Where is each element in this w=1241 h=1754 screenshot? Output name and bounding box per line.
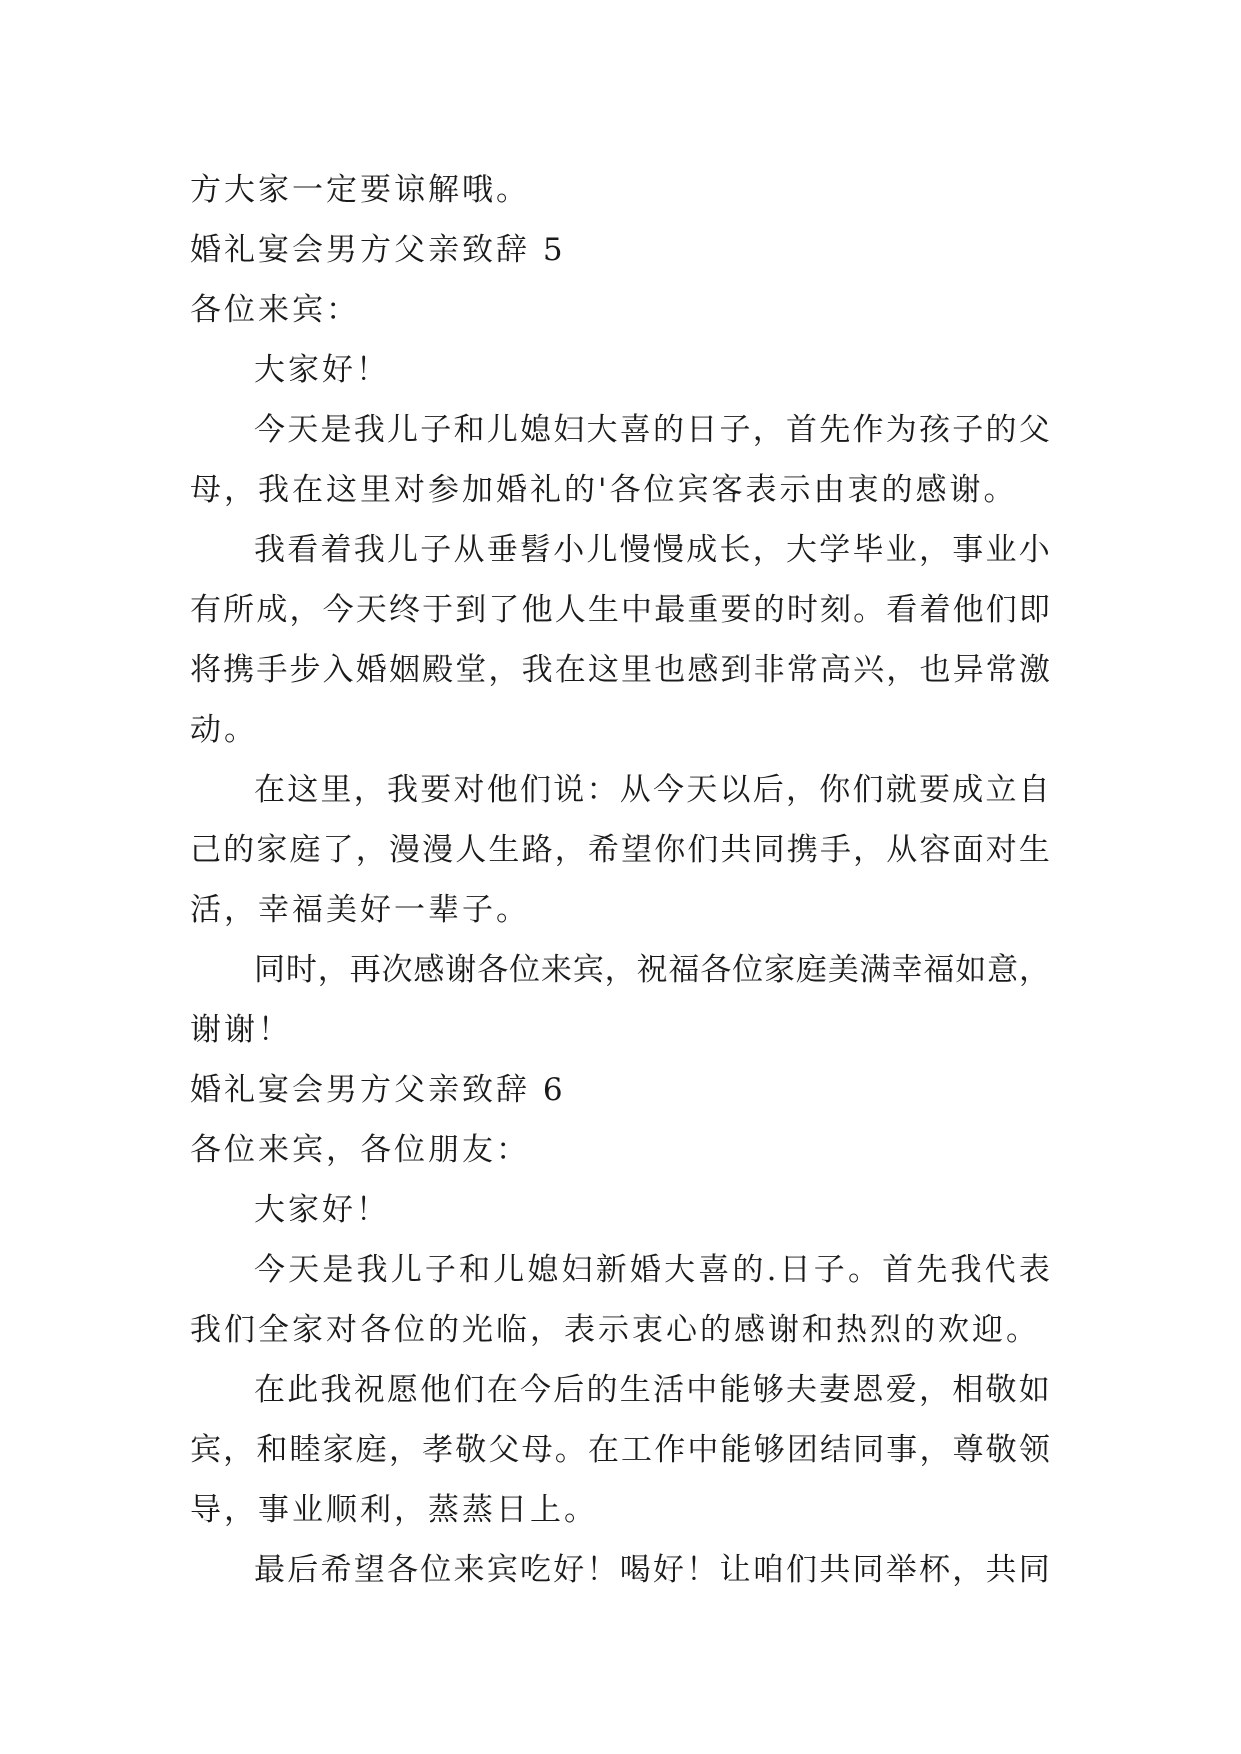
text-line: 动。: [190, 712, 258, 748]
text-line: 有 所 成 ， 今 天 终 于 到 了 他 人 生 中 最 重 要 的 时 刻 。 看 着 他 们 即: [190, 592, 1050, 628]
text-line: 谢谢！: [190, 1012, 292, 1048]
section-title: 婚礼宴会男方父亲致辞 5: [190, 232, 566, 268]
text-line: 方大家一定要谅解哦。: [190, 172, 530, 208]
text-line: 今 天 是 我 儿 子 和 儿 媳 妇 大 喜 的 日 子 ， 首 先 作 为 孩 子 的 父: [254, 412, 1050, 448]
greeting: 大家好！: [254, 1192, 390, 1228]
text-line: 导，事业顺利，蒸蒸日上。: [190, 1492, 598, 1528]
text-line: 同 时 ， 再 次 感 谢 各 位 来 宾 ， 祝 福 各 位 家 庭 美 满 幸 福 如 意 ，: [254, 952, 1050, 988]
section-title: 婚礼宴会男方父亲致辞 6: [190, 1072, 566, 1108]
document-page: [190, 160, 1050, 1600]
greeting: 大家好！: [254, 352, 390, 388]
salutation: 各位来宾，各位朋友：: [190, 1132, 530, 1168]
text-line: 最 后 希 望 各 位 来 宾 吃 好 ！ 喝 好 ！ 让 咱 们 共 同 举 杯 ， 共 同: [254, 1552, 1050, 1588]
salutation: 各位来宾：: [190, 292, 360, 328]
text-line: 活，幸福美好一辈子。: [190, 892, 530, 928]
text-line: 宾 ， 和 睦 家 庭 ， 孝 敬 父 母 。 在 工 作 中 能 够 团 结 同 事 ， 尊 敬 领: [190, 1432, 1050, 1468]
text-line: 将 携 手 步 入 婚 姻 殿 堂 ， 我 在 这 里 也 感 到 非 常 高 兴 ， 也 异 常 激: [190, 652, 1050, 688]
text-line: 我们全家对各位的光临，表示衷心的感谢和热烈的欢迎。: [190, 1312, 1040, 1348]
text-line: 在 此 我 祝 愿 他 们 在 今 后 的 生 活 中 能 够 夫 妻 恩 爱 ， 相 敬 如: [254, 1372, 1050, 1408]
text-line: 今 天 是 我 儿 子 和 儿 媳 妇 新 婚 大 喜 的 . 日 子 。 首 先 我 代 表: [254, 1252, 1050, 1288]
text-line: 母，我在这里对参加婚礼的'各位宾客表示由衷的感谢。: [190, 472, 1018, 508]
text-line: 己 的 家 庭 了 ， 漫 漫 人 生 路 ， 希 望 你 们 共 同 携 手 ， 从 容 面 对 生: [190, 832, 1050, 868]
text-line: 我 看 着 我 儿 子 从 垂 髫 小 儿 慢 慢 成 长 ， 大 学 毕 业 ， 事 业 小: [254, 532, 1050, 568]
text-line: 在 这 里 ， 我 要 对 他 们 说 ： 从 今 天 以 后 ， 你 们 就 要 成 立 自: [254, 772, 1050, 808]
